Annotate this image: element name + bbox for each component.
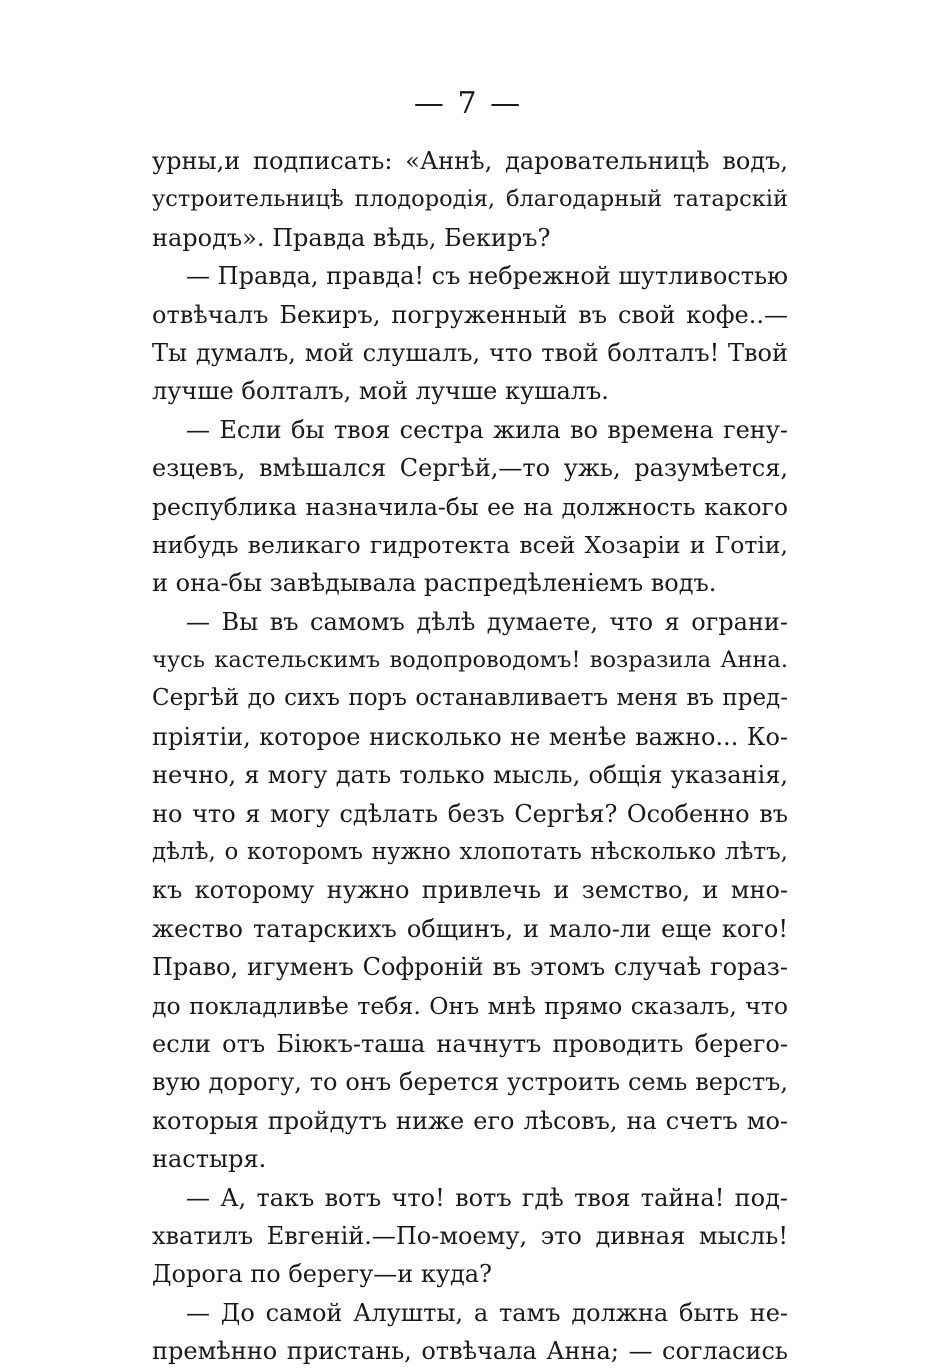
text-line: урны,и подписать: «Аннѣ, даровательницѣ водъ, bbox=[152, 147, 788, 175]
body-text bbox=[152, 142, 788, 1371]
text-line: жество татарскихъ общинъ, и мало-ли еще кого! bbox=[152, 914, 788, 943]
text-line: народъ». Правда вѣдь, Бекиръ? bbox=[152, 223, 551, 252]
text-line: — А, такъ вотъ что! вотъ гдѣ твоя тайна! под- bbox=[186, 1183, 788, 1212]
text-line: чусь кастельскимъ водопроводомъ! возразила Анна. bbox=[152, 647, 788, 674]
text-line: Сергѣй до сихъ поръ останавливаетъ меня въ пред- bbox=[152, 685, 788, 712]
text-line: но что я могу сдѣлать безъ Сергѣя? Особенно въ bbox=[152, 799, 788, 828]
text-line: до покладливѣе тебя. Онъ мнѣ прямо сказалъ, что bbox=[152, 991, 788, 1020]
text-line: езцевъ, вмѣшался Сергѣй,—то ужь, разумѣется, bbox=[152, 454, 788, 483]
text-line: устроительницѣ плодородія, благодарный татарскій bbox=[152, 186, 788, 213]
text-line: пріятіи, которое нисколько не менѣе важно... Ко- bbox=[152, 722, 788, 751]
text-line: нибудь великаго гидротекта всей Хозаріи и Готіи, bbox=[152, 530, 788, 559]
text-line: настыря. bbox=[152, 1145, 267, 1174]
text-line: — До самой Алушты, а тамъ должна быть не- bbox=[186, 1298, 788, 1327]
text-line: Ты думалъ, мой слушалъ, что твой болталъ! Твой bbox=[152, 338, 788, 367]
text-line: вую дорогу, то онъ берется устроить семь верстъ, bbox=[152, 1068, 788, 1097]
text-line: Дорога по берегу—и куда? bbox=[152, 1260, 492, 1289]
text-line: республика назначила-бы ее на должность какого bbox=[152, 492, 788, 521]
text-line: дѣлѣ, о которомъ нужно хлопотать нѣсколько лѣтъ, bbox=[152, 839, 788, 866]
text-line: отвѣчалъ Бекиръ, погруженный въ свой кофе..— bbox=[152, 300, 788, 329]
text-line: — Если бы твоя сестра жила во времена гену- bbox=[186, 415, 788, 444]
text-line: — Правда, правда! съ небрежной шутливостью bbox=[186, 262, 788, 291]
page-number: — 7 — bbox=[413, 86, 523, 121]
text-line: хватилъ Евгеній.—По-моему, это дивная мысль! bbox=[152, 1221, 788, 1250]
text-line: — Вы въ самомъ дѣлѣ думаете, что я ограни- bbox=[186, 607, 788, 636]
text-line: и она-бы завѣдывала распредѣленіемъ водъ. bbox=[152, 569, 717, 598]
text-line: лучше болталъ, мой лучше кушалъ. bbox=[152, 377, 609, 406]
text-line: которыя пройдутъ ниже его лѣсовъ, на счетъ мо- bbox=[152, 1106, 788, 1135]
text-line: нечно, я могу дать только мысль, общія указанія, bbox=[152, 761, 788, 790]
text-line: къ которому нужно привлечь и земство, и мно- bbox=[152, 876, 788, 905]
text-line: Право, игуменъ Софроній въ этомъ случаѣ гораз- bbox=[152, 953, 788, 982]
text-line: премѣнно пристань, отвѣчала Анна; — согласись bbox=[152, 1337, 788, 1366]
text-line: если отъ Біюкъ-таша начнутъ проводить берего- bbox=[152, 1029, 788, 1058]
